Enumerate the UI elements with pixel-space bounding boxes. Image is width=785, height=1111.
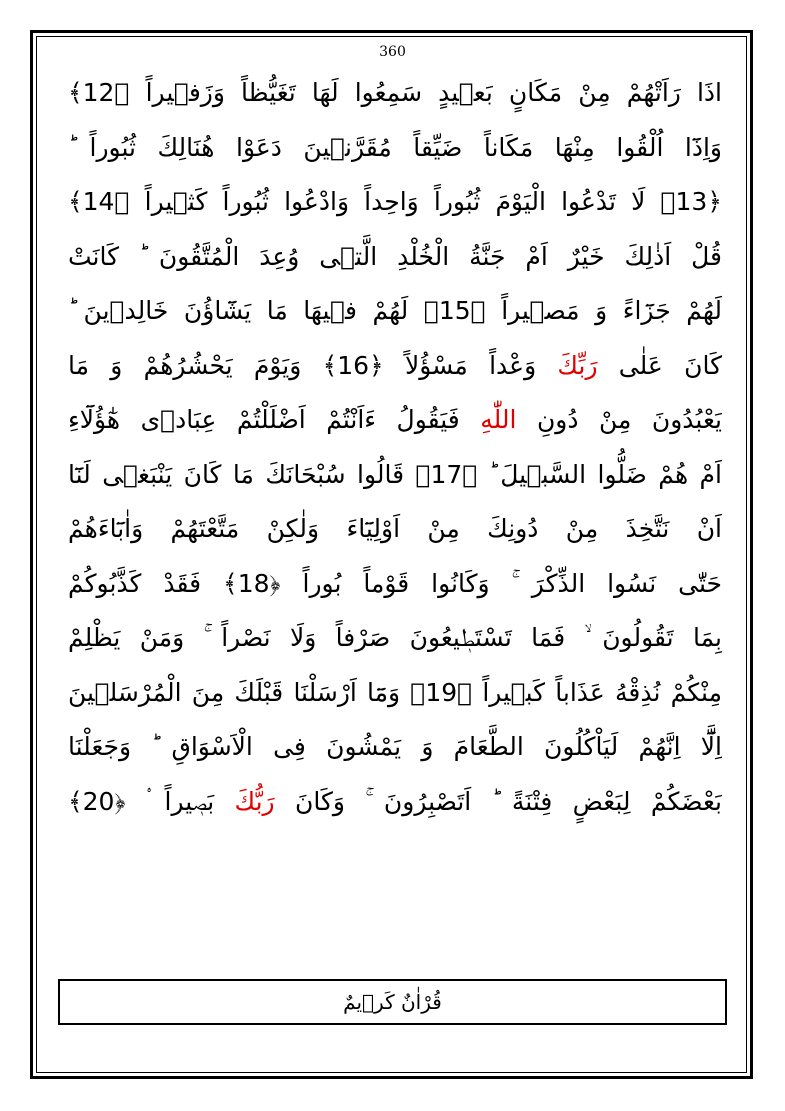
verse-line xyxy=(68,557,722,612)
verse-line xyxy=(68,175,722,230)
page-number: 360 xyxy=(379,44,406,60)
verse-line xyxy=(68,121,722,176)
verse-segment: بَصٖيراً ۟ ﴿20﴾ xyxy=(68,786,235,816)
verse-line xyxy=(68,666,722,721)
verse-segment: بَعْضَكُمْ لِبَعْضٍ فِتْنَةً ؕ اَتَصْبِرُونَ ۚ وَكَانَ xyxy=(274,786,722,816)
verse-line xyxy=(68,502,722,557)
verse-segment: اِلَّٓا اِنَّهُمْ لَيَاْكُلُونَ الطَّعَامَ وَ يَمْشُونَ فِى الْاَسْوَاقِ ؕ وَجَعَلْنَا xyxy=(68,732,722,761)
verse-segment: وَعْداً مَسْؤُلاً ﴿16﴾ وَيَوْمَ يَحْشُرُهُمْ وَ مَا xyxy=(68,350,558,380)
verse-line xyxy=(68,284,722,339)
verse-segment: وَاِذَٓا اُلْقُوا مِنْهَا مَكَاناً ضَيِّقاً مُقَرَّنٖينَ دَعَوْا هُنَالِكَ ثُبُوراً ؕ xyxy=(68,132,722,162)
verse-segment: بِمَا تَقُولُونَ ۙ فَمَا تَسْتَطٖيعُونَ صَرْفاً وَلَا نَصْراً ۚ وَمَنْ يَظْلِمْ xyxy=(68,623,722,652)
verse-segment: اَنْ نَتَّخِذَ مِنْ دُونِكَ مِنْ اَوْلِيَٓاءَ وَلٰكِنْ مَتَّعْتَهُمْ وَاٰبَٓاءَهُمْ xyxy=(68,514,722,543)
verse-line xyxy=(68,775,722,830)
verse-line xyxy=(68,230,722,285)
footer-label: قُرْاٰنٌ كَرٖيمٌ xyxy=(343,990,442,1014)
divine-name-highlight: رَبِّكَ xyxy=(557,350,598,380)
divine-name-highlight: رَبُّكَ xyxy=(234,786,275,816)
verse-line xyxy=(68,66,722,121)
verse-segment: اذَا رَاَتْهُمْ مِنْ مَكَانٍ بَعٖيدٍ سَمِعُوا لَهَا تَغَيُّظاً وَزَفٖيراً ﴿12﴾ xyxy=(68,78,722,107)
verse-line xyxy=(68,339,722,394)
verse-line xyxy=(68,448,722,503)
verse-line xyxy=(68,720,722,775)
verse-segment: كَانَ عَلٰى xyxy=(597,350,722,380)
verse-segment: حَتّٰى نَسُوا الذِّكْرَ ۚ وَكَانُوا قَوْماً بُوراً ﴿18﴾ فَقَدْ كَذَّبُوكُمْ xyxy=(68,568,722,598)
verse-segment: يَعْبُدُونَ مِنْ دُونِ xyxy=(516,405,722,434)
verse-segment: مِنْكُمْ نُذِقْهُ عَذَاباً كَبٖيراً ﴿19﴾ وَمَٓا اَرْسَلْنَا قَبْلَكَ مِنَ الْمُرْسَلٖينَ xyxy=(68,677,722,707)
divine-name-highlight: اللّٰهِ xyxy=(480,405,517,434)
verse-line xyxy=(68,611,722,666)
verse-line xyxy=(68,393,722,448)
verse-segment: قُلْ اَذٰلِكَ خَيْرٌ اَمْ جَنَّةُ الْخُلْدِ الَّتٖى وُعِدَ الْمُتَّقُونَ ؕ كَانَتْ xyxy=(68,241,722,271)
verse-segment: ﴿13﴾ لَا تَدْعُوا الْيَوْمَ ثُبُوراً وَاحِداً وَادْعُوا ثُبُوراً كَثٖيراً ﴿14﴾ xyxy=(68,187,722,216)
verse-segment: فَيَقُولُ ءَاَنْتُمْ اَضْلَلْتُمْ عِبَادٖى هٰٓؤُلَٓاءِ xyxy=(68,405,481,434)
footer-label-box xyxy=(58,979,727,1025)
verse-segment: اَمْ هُمْ ضَلُّوا السَّبٖيلَ ؕ ﴿17﴾ قَالُوا سُبْحَانَكَ مَا كَانَ يَنْبَغٖى لَنَٓا xyxy=(68,459,722,489)
verse-segment: لَهُمْ جَزَٓاءً وَ مَصٖيراً ﴿15﴾ لَهُمْ فٖيهَا مَا يَشَٓاؤُنَ خَالِدٖينَ ؕ xyxy=(68,296,722,325)
verse-text-block xyxy=(68,66,722,829)
